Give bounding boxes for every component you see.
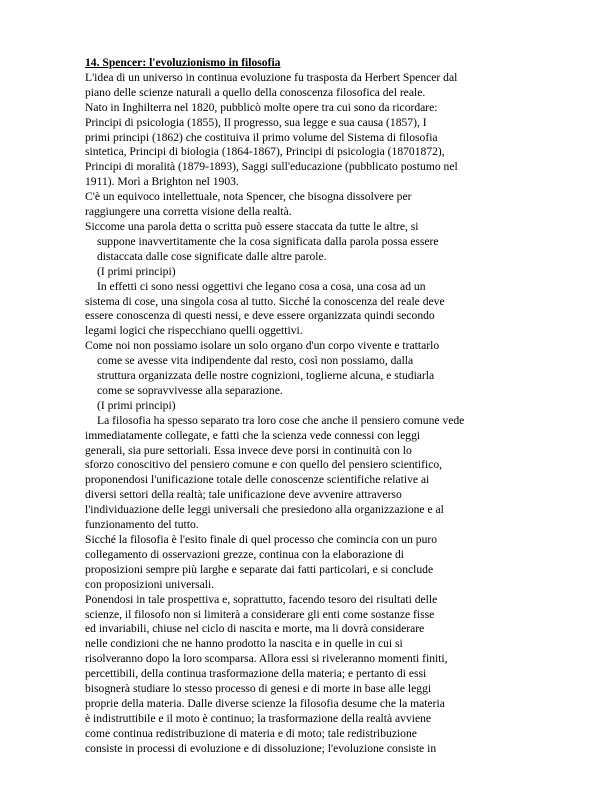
text-line: In effetti ci sono nessi oggettivi che legano cosa a cosa, una cosa ad un <box>97 279 426 293</box>
text-line: Siccome una parola detta o scritta può essere staccata da tutte le altre, si <box>85 219 419 233</box>
text-line: diversi settori della realtà; tale unificazione deve avvenire attraverso <box>85 488 402 502</box>
text-line: Principi di moralità (1879-1893), Saggi sull'educazione (pubblicato postumo nel <box>85 160 458 174</box>
text-line: come se avesse vita indipendente dal resto, così non possiamo, dalla <box>97 354 414 368</box>
text-line: 1911). Morì a Brighton nel 1903. <box>85 175 239 189</box>
text-line: proposizioni sempre più larghe e separate dai fatti particolari, e si conclude <box>85 562 434 576</box>
text-line: risolveranno dopo la loro scomparsa. Allora essi si riveleranno momenti finiti, <box>85 652 448 666</box>
text-line: come se sopravvivesse alla separazione. <box>97 383 283 397</box>
text-line: essere conoscenza di questi nessi, e deve essere organizzata quindi secondo <box>85 309 435 323</box>
text-line: l'individuazione delle leggi universali che presiedono alla organizzazione e al <box>85 503 444 517</box>
text-line: suppone inavvertitamente che la cosa significata dalla parola possa essere <box>97 234 439 248</box>
text-line: struttura organizzata delle nostre cognizioni, toglierne alcuna, e studiarla <box>97 369 435 383</box>
text-line: Sicché la filosofia è l'esito finale di quel processo che comincia con un puro <box>85 533 438 546</box>
text-line: collegamento di osservazioni grezze, continua con la elaborazione di <box>85 547 405 561</box>
section-title: 14. Spencer: l'evoluzionismo in filosofia <box>85 56 281 69</box>
text-line: ed invariabili, chiuse nel ciclo di nascita e morte, ma li dovrà considerare <box>85 622 425 636</box>
document-page <box>85 56 525 757</box>
text-line: legami logici che rispecchiano quelli oggettivi. <box>85 324 303 338</box>
text-line: immediatamente collegate, e fatti che la scienza vede connessi con leggi <box>85 428 421 442</box>
text-line: La filosofia ha spesso separato tra loro cose che anche il pensiero comune vede <box>97 413 465 427</box>
text-line: sintetica, Principi di biologia (1864-1867), Principi di psicologia (18701872), <box>85 145 445 159</box>
text-line: proprie della materia. Dalle diverse scienze la filosofia desume che la materia <box>85 696 445 710</box>
text-line: generali, sia pure settoriali. Essa invece deve porsi in continuità con lo <box>85 443 412 457</box>
text-line: funzionamento del tutto. <box>85 518 199 532</box>
text-line: Nato in Inghilterra nel 1820, pubblicò molte opere tra cui sono da ricordare: <box>85 100 438 114</box>
text-line: è indistruttibile e il moto è continuo; la trasformazione della realtà avviene <box>85 711 432 725</box>
text-line: nelle condizioni che ne hanno prodotto la nascita e in quelle in cui si <box>85 637 403 651</box>
text-line: C'è un equivoco intellettuale, nota Spencer, che bisogna dissolvere per <box>85 190 412 204</box>
document-body <box>85 71 525 757</box>
text-line: Ponendosi in tale prospettiva e, soprattutto, facendo tesoro dei risultati delle <box>85 592 438 606</box>
text-line: sforzo conoscitivo del pensiero comune e con quello del pensiero scientifico, <box>85 458 443 472</box>
text-line: piano delle scienze naturali a quello della conoscenza filosofica del reale. <box>85 85 426 99</box>
text-line: con proposizioni universali. <box>85 577 215 591</box>
text-line: come continua redistribuzione di materia e di moto; tale redistribuzione <box>85 726 417 740</box>
text-line: Come noi non possiamo isolare un solo organo d'un corpo vivente e trattarlo <box>85 339 440 353</box>
text-line: (I primi principi) <box>97 264 176 278</box>
text-line: sistema di cose, una singola cosa al tutto. Sicché la conoscenza del reale deve <box>85 294 445 308</box>
text-line: percettibili, della continua trasformazione della materia; e pertanto di essi <box>85 667 427 681</box>
text-line: L'idea di un universo in continua evoluzione fu trasposta da Herbert Spencer dal <box>85 70 458 84</box>
text-line: bisognerà studiare lo stesso processo di genesi e di morte in base alle leggi <box>85 682 432 696</box>
text-line: (I primi principi) <box>97 398 176 412</box>
text-line: Principi di psicologia (1855), Il progresso, sua legge e sua causa (1857), I <box>85 115 427 129</box>
text-line: primi principi (1862) che costituiva il primo volume del Sistema di filosofia <box>85 130 438 144</box>
text-line: scienze, il filosofo non si limiterà a considerare gli enti come sostanze fisse <box>85 607 435 621</box>
text-line: consiste in processi di evoluzione e di dissoluzione; l'evoluzione consiste in <box>85 741 437 755</box>
text-line: raggiungere una corretta visione della realtà. <box>85 205 292 219</box>
text-line: proponendosi l'unificazione totale delle conoscenze scientifiche relative ai <box>85 473 430 487</box>
text-line: distaccata dalle cose significate dalle altre parole. <box>97 249 327 263</box>
